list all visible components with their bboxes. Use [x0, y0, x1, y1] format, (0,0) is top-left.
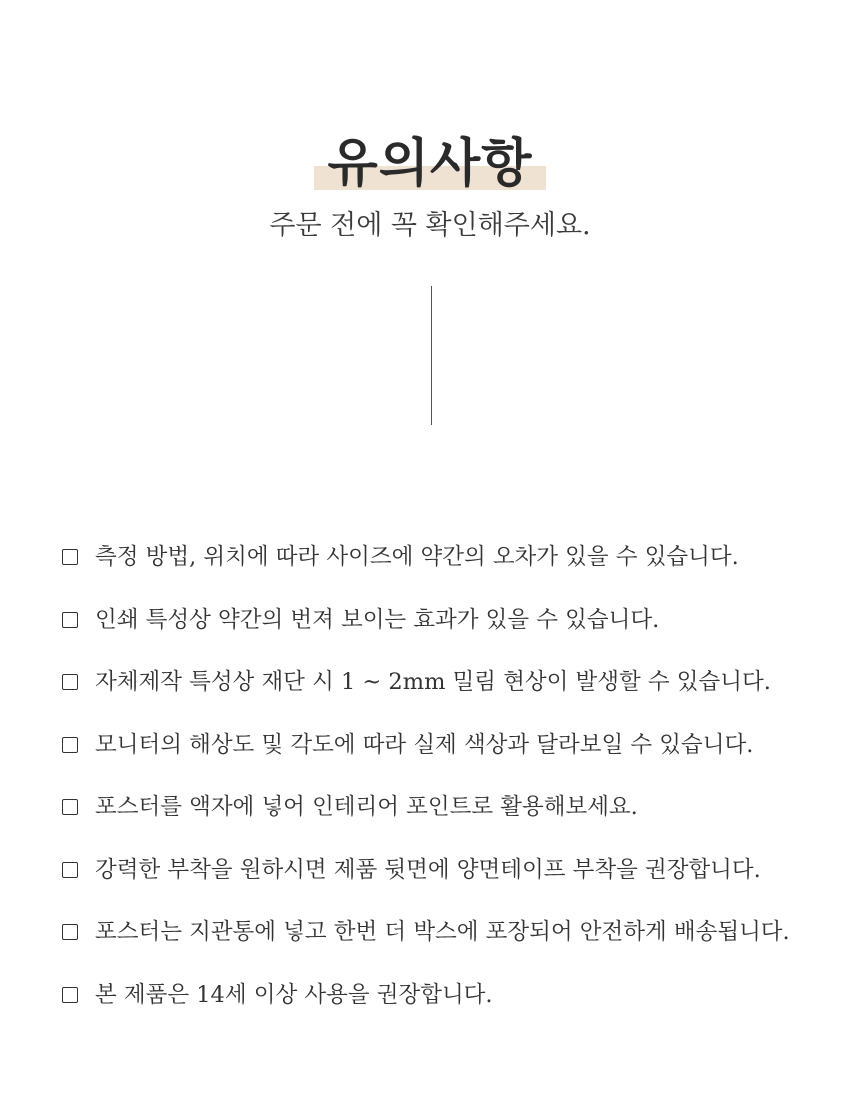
notice-item: [62, 901, 852, 964]
checkbox-icon: [62, 799, 78, 815]
notice-text: 강력한 부착을 원하시면 제품 뒷면에 양면테이프 부착을 권장합니다.: [95, 856, 761, 883]
notice-text: 본 제품은 14세 이상 사용을 권장합니다.: [95, 981, 493, 1008]
page-title-text: 유의사항: [327, 133, 533, 194]
page-subtitle: 주문 전에 꼭 확인해주세요.: [269, 210, 591, 241]
notice-text: 포스터를 액자에 넣어 인테리어 포인트로 활용해보세요.: [95, 794, 638, 821]
page-title: [314, 128, 547, 200]
notice-text: 포스터는 지관통에 넣고 한번 더 박스에 포장되어 안전하게 배송됩니다.: [95, 919, 790, 946]
checkbox-icon: [62, 987, 78, 1003]
notice-item: [62, 651, 852, 714]
notice-text: 측정 방법, 위치에 따라 사이즈에 약간의 오차가 있을 수 있습니다.: [95, 544, 739, 571]
notice-item: [62, 526, 852, 589]
checkbox-icon: [62, 737, 78, 753]
checkbox-icon: [62, 674, 78, 690]
notice-item: [62, 589, 852, 652]
checkbox-icon: [62, 862, 78, 878]
notice-item: [62, 839, 852, 902]
checkbox-icon: [62, 924, 78, 940]
notice-item: [62, 964, 852, 1027]
notice-text: 인쇄 특성상 약간의 번져 보이는 효과가 있을 수 있습니다.: [95, 606, 660, 633]
notice-list: [62, 526, 852, 1026]
checkbox-icon: [62, 612, 78, 628]
notice-item: [62, 714, 852, 777]
checkbox-icon: [62, 549, 78, 565]
vertical-divider: [431, 286, 432, 425]
notice-text: 모니터의 해상도 및 각도에 따라 실제 색상과 달라보일 수 있습니다.: [95, 731, 754, 758]
notice-item: [62, 776, 852, 839]
notice-text: 자체제작 특성상 재단 시 1 ~ 2mm 밀림 현상이 발생할 수 있습니다.: [95, 669, 771, 696]
title-section: [0, 128, 860, 200]
